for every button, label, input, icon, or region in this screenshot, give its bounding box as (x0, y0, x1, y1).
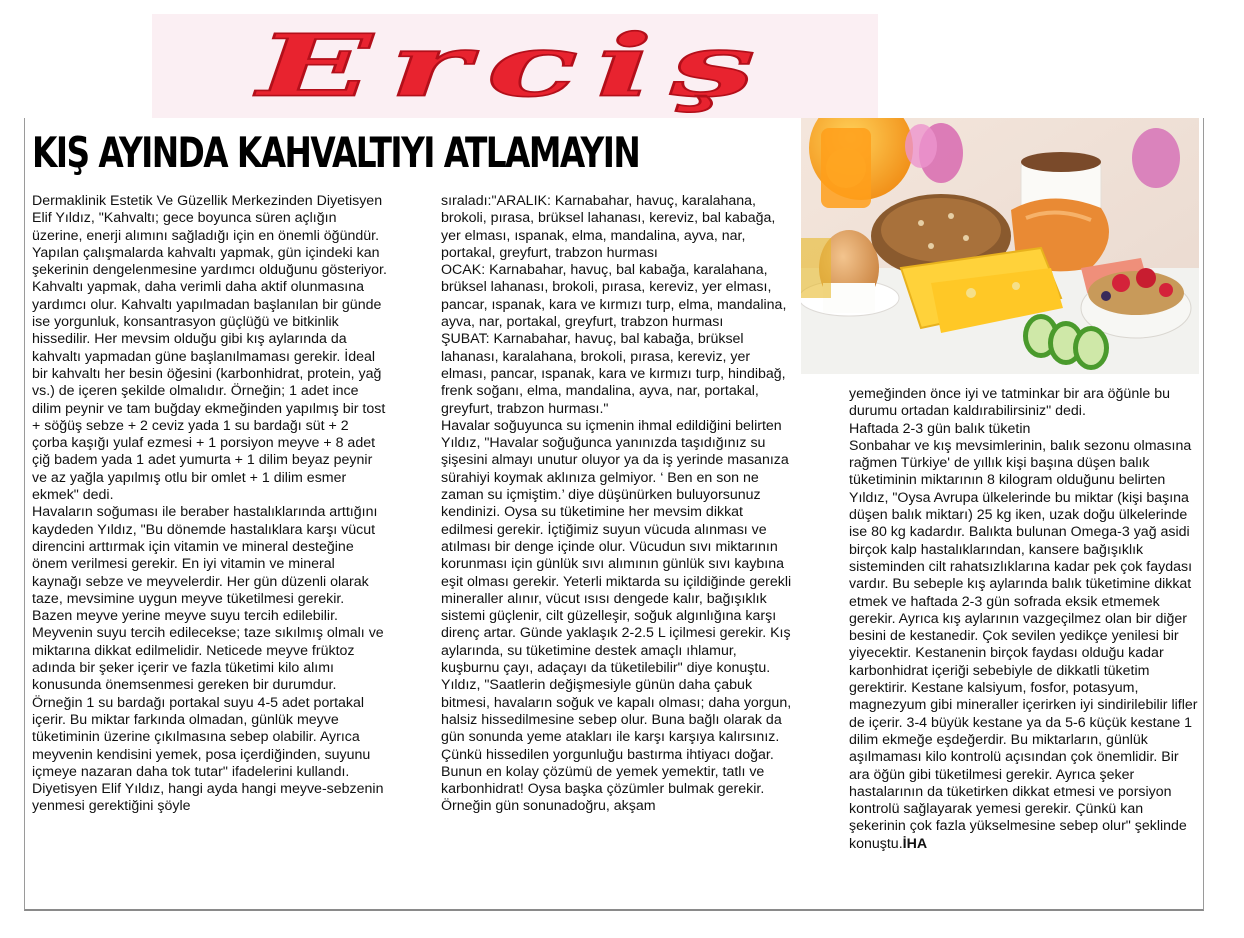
masthead-logo (152, 14, 878, 118)
paragraph: sıraladı:"ARALIK: Karnabahar, havuç, karalahana, brokoli, pırasa, brüksel lahanası, kereviz, bal kabağa, yer elması, ıspanak, elma, mandalina, ayva, nar, portakal, greyfurt, trabzon hurması (441, 193, 776, 261)
paragraph: Sonbahar ve kış mevsimlerinin, balık sezonu olmasına rağmen Türkiye' de yıllık kişi başına düşen balık tüketiminin miktarının 8 kilogram olduğunu belirten Yıldız, "Oysa Avrupa ülkelerinde bu miktar (kişi başına düşen balık miktarı) 25 kg iken, uzak doğu ülkelerinde ise 80 kg kadardır. Balıkta bulunan Omega-3 yağ asidi birçok kalp hastalıklarından, kansere bağışıklık sisteminden cilt rahatsızlıklarına kadar pek çok faydası vardır. Bu sebeple kış aylarında balık tüketimine dikkat etmek ve haftada 2-3 gün sofrada eksik etmemek gerekir. Ayrıca kış aylarının vazgeçilmez olan bir diğer besini de kestanedir. Çok sevilen yedikçe yenilesi bir yiyecektir. Kestanenin birçok faydası olduğu kadar karbonhidrat içeriği sebebiyle de dikkatli tüketim gerektirir. Kestane kalsiyum, fosfor, potasyum, magnezyum gibi mineraller içerirken iyi sindirilebilir lifler de içerir. 3-4 büyük kestane ya da 5-6 küçük kestane 1 dilim ekmeğe eşdeğerdir. Bu miktarların, günlük aşılmaması kilo kontrolü açısından çok önemlidir. Bir ara öğün gibi tüketilmesi gerekir. Ayrıca şeker hastalarının da tüketirken dikkat etmesi ve porsiyon kontrolü sağlayarak yemesi gerekir. Çünkü kan şekerinin çok fazla yükselmesine sebep olur" şeklinde konuştu. (849, 437, 1198, 852)
article-column-2 (441, 193, 797, 816)
paragraph: Havalar soğuyunca su içmenin ihmal edildiğini belirten Yıldız, "Havalar soğuğunca yanınızda taşıdığınız su şişesini almayı unutur oluyor ya da iş yerinde masanıza sürahiyi koymak aklınıza gelmiyor. ‘ Ben en son ne zaman su içmiştim.’ diye düşünürken buluyorsunuz kendinizi. Oysa su tüketimine her mevsim dikkat edilmesi gerekir. İçtiğimiz suyun vücuda alınması ve atılması bir denge içinde olur. Vücudun sıvı miktarının korunması için günlük sıvı alımının günlük sıvı kaybına eşit olması gerekir. Yeterli miktarda su içildiğinde gerekli mineraller alınır, vücut ısısı dengede kalır, bağışıklık sistemi güçlenir, cilt güzelleşir, soğuk algınlığına karşı direnç artar. Günde yaklaşık 2-2.5 L içilmesi gerekir. Kış aylarında, su tüketimine destek amaçlı ıhlamur, kuşburnu çayı, adaçayı da tüketilebilir" diye konuştu. (441, 417, 792, 677)
paragraph: Yıldız, "Saatlerin değişmesiyle günün daha çabuk bitmesi, havaların soğuk ve kapalı olması; daha yorgun, halsiz hissedilmesine sebep olur. Buna bağlı olarak da gün sonunda yeme atakları ile karşı karşıya kalırsınız. Çünkü hissedilen yorgunluğu bastırma ihtiyacı doğar. Bunun en kolay çözümü de yemek yemektir, tatlı ve karbonhidrat! Oysa başka çözümler bulmak gerekir. Örneğin gün sonunadoğru, akşam (441, 677, 792, 815)
article-column-1 (32, 193, 388, 816)
article-column-3 (849, 386, 1199, 853)
paragraph: Diyetisyen Elif Yıldız, hangi ayda hangi meyve-sebzenin yenmesi gerektiğini şöyle (32, 781, 384, 815)
paragraph: yemeğinden önce iyi ve tatminkar bir ara öğünle bu durumu ortadan kaldırabilirsiniz" dedi. (849, 386, 1170, 420)
newspaper-masthead (152, 14, 878, 118)
paragraph: Havaların soğuması ile beraber hastalıklarında arttığını kaydeden Yıldız, "Bu dönemde hastalıklara karşı vücut direncini arttırmak için vitamin ve mineral desteğine önem verilmesi gerekir. En iyi vitamin ve mineral kaynağı sebze ve meyvelerdir. Her gün düzenli olarak taze, mevsimine uygun meyve tüketilmesi gerekir. Bazen meyve yerine meyve suyu tercih edilebilir. Meyvenin suyu tercih edilecekse; taze sıkılmış olmalı ve miktarına dikkat edilmelidir. Neticede meyve früktoz adında bir şeker içerir ve fazla tüketimi kilo alımı konusunda önemsenmesi gereken bir durumdur. Örneğin 1 su bardağı portakal suyu 4-5 adet portakal içerir. Bu miktar farkında olmadan, günlük meyve tüketiminin üzerine çıkılmasına sebep olabilir. Ayrıca meyvenin kendisini yemek, posa içerdiğinden, suyunu içmeye nazaran daha tok tutar" ifadelerini kullandı. (32, 504, 384, 780)
paragraph: Dermaklinik Estetik Ve Güzellik Merkezinden Diyetisyen Elif Yıldız, "Kahvaltı; gece boyunca süren açlığın üzerine, enerji alımını sağladığı için en önemli öğündür. Yapılan çalışmalarda kahvaltı yapmak, gün içindeki kan şekerinin dengelenmesine yardımcı olduğunu gösteriyor. Kahvaltı yapmak, daha verimli daha aktif olunmasına yardımcı olur. Kahvaltı yapılmadan başlanılan bir günde ise yorgunluk, konsantrasyon güçlüğü ve bitkinlik hissedilir. Her mevsim olduğu gibi kış aylarında da kahvaltı yapmadan güne başlanılmaması gerekir. İdeal bir kahvaltı her besin öğesini (karbonhidrat, protein, yağ vs.) de içeren şekilde olmalıdır. Örneğin; 1 adet ince dilim peynir ve tam buğday ekmeğinden yapılmış bir tost + söğüş sebze + 2 ceviz yada 1 su bardağı süt + 2 çorba kaşığı yulaf ezmesi + 1 porsiyon meyve + 8 adet çiğ badem yada 1 adet yumurta + 1 dilim beyaz peynir ve az yağla yapılmış otlu bir omlet + 1 dilim esmer ekmek" dedi. (32, 193, 387, 504)
breakfast-photo (801, 118, 1199, 374)
subheading: Haftada 2-3 gün balık tüketin (849, 420, 1031, 437)
agency-credit: İHA (902, 835, 928, 852)
article-headline: KIŞ AYINDA KAHVALTIYI ATLAMAYIN (32, 128, 640, 177)
paragraph-with-agency (849, 438, 1199, 853)
paragraph: OCAK: Karnabahar, havuç, bal kabağa, karalahana, brüksel lahanası, brokoli, pırasa, kereviz, yer elması, pancar, ıspanak, kara ve kırmızı turp, elma, mandalina, ayva, nar, portakal, greyfurt, trabzon hurması (441, 262, 787, 331)
paragraph: ŞUBAT: Karnabahar, havuç, bal kabağa, brüksel lahanası, karalahana, brokoli, pırasa, kereviz, yer elması, pancar, ıspanak, kara ve kırmızı turp, hindibağ, frenk soğanı, elma, mandalina, ayva, nar, portakal, greyfurt, trabzon hurması." (441, 331, 786, 417)
masthead-title: Erciş (257, 15, 773, 116)
